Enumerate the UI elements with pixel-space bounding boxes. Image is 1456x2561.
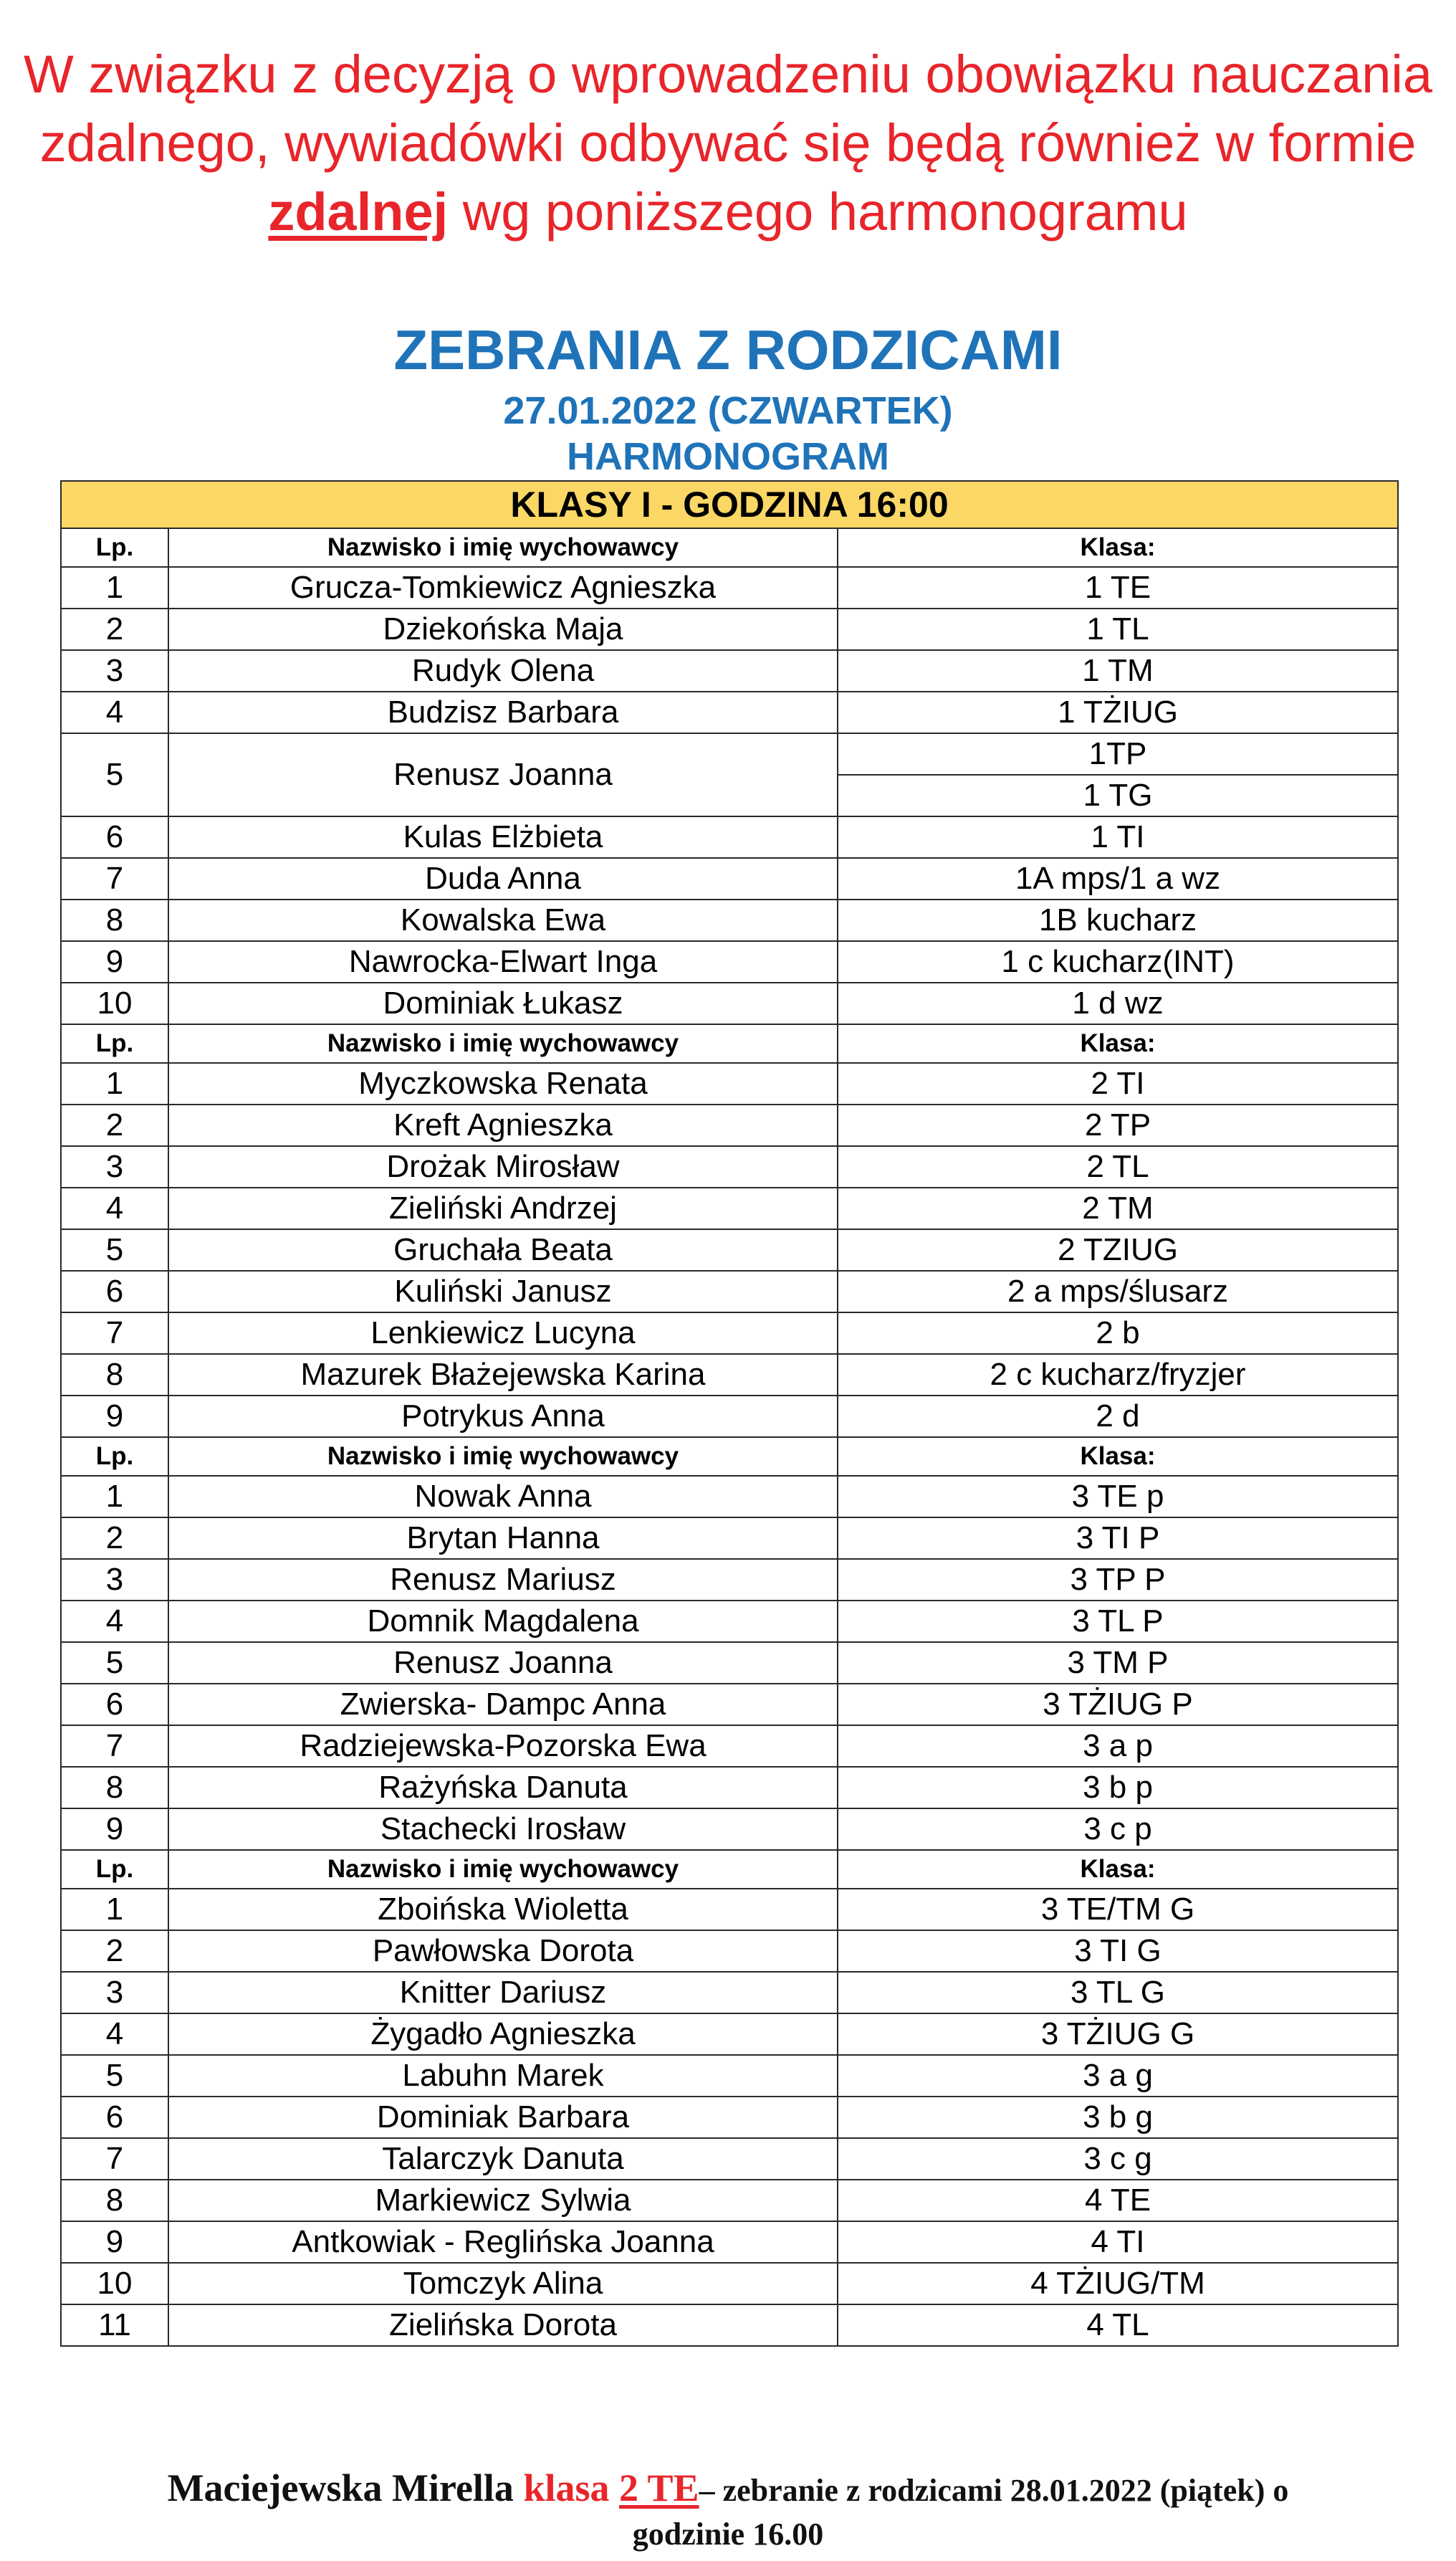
row-lp: 9 <box>61 2221 168 2263</box>
header-class: Klasa: <box>838 1850 1398 1889</box>
row-lp: 11 <box>61 2304 168 2346</box>
page-title: ZEBRANIA Z RODZICAMI <box>393 318 1063 381</box>
table-row <box>61 733 1398 775</box>
row-teacher-name: Żygadło Agnieszka <box>168 2013 838 2055</box>
row-lp: 4 <box>61 692 168 733</box>
schedule-table <box>60 480 1399 2347</box>
row-teacher-name: Zieliński Andrzej <box>168 1188 838 1229</box>
table-row <box>61 983 1398 1024</box>
header-lp: Lp. <box>61 1437 168 1476</box>
row-class: 2 TL <box>838 1146 1398 1188</box>
table-row <box>61 1271 1398 1312</box>
table-row <box>61 816 1398 858</box>
row-teacher-name: Zboińska Wioletta <box>168 1889 838 1930</box>
table-row <box>61 858 1398 900</box>
table-row <box>61 2055 1398 2097</box>
header-name: Nazwisko i imię wychowawcy <box>168 1850 838 1889</box>
table-row <box>61 1229 1398 1271</box>
row-class: 3 TE/TM G <box>838 1889 1398 1930</box>
row-lp: 2 <box>61 1930 168 1972</box>
header-class: Klasa: <box>838 528 1398 567</box>
row-lp: 4 <box>61 1188 168 1229</box>
row-lp: 8 <box>61 1767 168 1808</box>
row-lp: 9 <box>61 1396 168 1437</box>
row-teacher-name: Nowak Anna <box>168 1476 838 1517</box>
notice-emphasis: zdalnej <box>268 182 449 242</box>
notice-line-2: zdalnego, wywiadówki odbywać się będą również w formie <box>39 113 1417 173</box>
row-class: 1 TE <box>838 567 1398 609</box>
row-class: 1B kucharz <box>838 900 1398 941</box>
row-lp: 2 <box>61 1105 168 1146</box>
row-teacher-name: Kreft Agnieszka <box>168 1105 838 1146</box>
row-class: 2 TZIUG <box>838 1229 1398 1271</box>
row-lp: 8 <box>61 1354 168 1396</box>
column-header-row <box>61 1024 1398 1063</box>
table-row <box>61 2221 1398 2263</box>
row-teacher-name: Stachecki Irosław <box>168 1808 838 1850</box>
header-class: Klasa: <box>838 1024 1398 1063</box>
row-class: 3 TP P <box>838 1559 1398 1601</box>
notice-line-1: W związku z decyzją o wprowadzeniu obowiązku nauczania <box>23 44 1433 104</box>
row-lp: 5 <box>61 1229 168 1271</box>
row-class: 1 c kucharz(INT) <box>838 941 1398 983</box>
table-row <box>61 1559 1398 1601</box>
row-lp: 2 <box>61 609 168 650</box>
table-row <box>61 2097 1398 2138</box>
row-class: 4 TE <box>838 2180 1398 2221</box>
row-class: 2 b <box>838 1312 1398 1354</box>
group-header-row <box>61 481 1398 528</box>
row-teacher-name: Potrykus Anna <box>168 1396 838 1437</box>
notice-text <box>0 40 1456 247</box>
row-teacher-name: Radziejewska-Pozorska Ewa <box>168 1725 838 1767</box>
row-teacher-name: Duda Anna <box>168 858 838 900</box>
row-teacher-name: Renusz Joanna <box>168 733 838 816</box>
row-class: 2 d <box>838 1396 1398 1437</box>
row-teacher-name: Kuliński Janusz <box>168 1271 838 1312</box>
row-class: 3 TI P <box>838 1517 1398 1559</box>
row-class: 2 TM <box>838 1188 1398 1229</box>
table-row <box>61 692 1398 733</box>
row-teacher-name: Dominiak Łukasz <box>168 983 838 1024</box>
table-row <box>61 1476 1398 1517</box>
row-teacher-name: Gruchała Beata <box>168 1229 838 1271</box>
table-row <box>61 1146 1398 1188</box>
row-teacher-name: Talarczyk Danuta <box>168 2138 838 2180</box>
row-lp: 6 <box>61 2097 168 2138</box>
row-class: 3 c p <box>838 1808 1398 1850</box>
row-class: 2 c kucharz/fryzjer <box>838 1354 1398 1396</box>
row-lp: 6 <box>61 1271 168 1312</box>
row-teacher-name: Mazurek Błażejewska Karina <box>168 1354 838 1396</box>
column-header-row <box>61 1437 1398 1476</box>
footer-note <box>0 2464 1456 2514</box>
row-lp: 8 <box>61 900 168 941</box>
footer-klasa-value: 2 TE <box>619 2466 699 2509</box>
row-teacher-name: Domnik Magdalena <box>168 1601 838 1642</box>
table-row <box>61 2180 1398 2221</box>
row-lp: 9 <box>61 941 168 983</box>
row-teacher-name: Dominiak Barbara <box>168 2097 838 2138</box>
row-teacher-name: Brytan Hanna <box>168 1517 838 1559</box>
table-row <box>61 2013 1398 2055</box>
row-lp: 7 <box>61 1312 168 1354</box>
row-teacher-name: Lenkiewicz Lucyna <box>168 1312 838 1354</box>
row-class: 3 a p <box>838 1725 1398 1767</box>
row-lp: 3 <box>61 1972 168 2013</box>
row-class: 1 TG <box>838 775 1398 816</box>
table-row <box>61 1063 1398 1105</box>
table-row <box>61 1312 1398 1354</box>
header-name: Nazwisko i imię wychowawcy <box>168 1437 838 1476</box>
footer-klasa-word: klasa <box>523 2466 619 2509</box>
meeting-date: 27.01.2022 (CZWARTEK) <box>503 389 953 432</box>
table-row <box>61 1517 1398 1559</box>
row-teacher-name: Budzisz Barbara <box>168 692 838 733</box>
header-lp: Lp. <box>61 1850 168 1889</box>
row-class: 2 TP <box>838 1105 1398 1146</box>
row-lp: 4 <box>61 2013 168 2055</box>
row-class: 3 b p <box>838 1767 1398 1808</box>
row-lp: 5 <box>61 2055 168 2097</box>
row-teacher-name: Zielińska Dorota <box>168 2304 838 2346</box>
row-lp: 5 <box>61 733 168 816</box>
row-lp: 10 <box>61 2263 168 2304</box>
row-teacher-name: Renusz Joanna <box>168 1642 838 1684</box>
row-class: 3 TL G <box>838 1972 1398 2013</box>
row-teacher-name: Tomczyk Alina <box>168 2263 838 2304</box>
row-lp: 3 <box>61 1559 168 1601</box>
row-class: 4 TI <box>838 2221 1398 2263</box>
row-class: 3 b g <box>838 2097 1398 2138</box>
table-row <box>61 1684 1398 1725</box>
table-row <box>61 1601 1398 1642</box>
footer-rest: – zebranie z rodzicami 28.01.2022 (piątek) o <box>699 2473 1289 2508</box>
row-lp: 1 <box>61 1063 168 1105</box>
schedule-table-body <box>61 481 1398 2346</box>
row-lp: 10 <box>61 983 168 1024</box>
row-teacher-name: Antkowiak - Reglińska Joanna <box>168 2221 838 2263</box>
table-row <box>61 1396 1398 1437</box>
row-class: 3 TI G <box>838 1930 1398 1972</box>
row-lp: 3 <box>61 650 168 692</box>
row-teacher-name: Nawrocka-Elwart Inga <box>168 941 838 983</box>
row-lp: 3 <box>61 1146 168 1188</box>
table-row <box>61 609 1398 650</box>
schedule-subtitle: HARMONOGRAM <box>567 435 889 478</box>
row-teacher-name: Kowalska Ewa <box>168 900 838 941</box>
table-row <box>61 941 1398 983</box>
row-lp: 7 <box>61 1725 168 1767</box>
row-teacher-name: Kulas Elżbieta <box>168 816 838 858</box>
row-lp: 9 <box>61 1808 168 1850</box>
row-lp: 6 <box>61 1684 168 1725</box>
row-class: 1 d wz <box>838 983 1398 1024</box>
table-row <box>61 1725 1398 1767</box>
table-row <box>61 1808 1398 1850</box>
row-class: 1 TL <box>838 609 1398 650</box>
notice-line-3-rest: wg poniższego harmonogramu <box>448 182 1188 242</box>
row-teacher-name: Dziekońska Maja <box>168 609 838 650</box>
row-class: 1A mps/1 a wz <box>838 858 1398 900</box>
row-class: 3 c g <box>838 2138 1398 2180</box>
row-class: 3 TL P <box>838 1601 1398 1642</box>
table-row <box>61 2304 1398 2346</box>
row-lp: 1 <box>61 1889 168 1930</box>
table-row <box>61 1972 1398 2013</box>
row-lp: 1 <box>61 567 168 609</box>
row-lp: 6 <box>61 816 168 858</box>
column-header-row <box>61 1850 1398 1889</box>
row-teacher-name: Rudyk Olena <box>168 650 838 692</box>
row-lp: 1 <box>61 1476 168 1517</box>
row-class: 4 TŻIUG/TM <box>838 2263 1398 2304</box>
table-row <box>61 1642 1398 1684</box>
row-teacher-name: Zwierska- Dampc Anna <box>168 1684 838 1725</box>
table-row <box>61 567 1398 609</box>
row-lp: 7 <box>61 858 168 900</box>
header-name: Nazwisko i imię wychowawcy <box>168 528 838 567</box>
row-teacher-name: Grucza-Tomkiewicz Agnieszka <box>168 567 838 609</box>
table-row <box>61 1354 1398 1396</box>
row-class: 3 TŻIUG P <box>838 1684 1398 1725</box>
table-row <box>61 1889 1398 1930</box>
table-row <box>61 1105 1398 1146</box>
table-row <box>61 2138 1398 2180</box>
row-teacher-name: Knitter Dariusz <box>168 1972 838 2013</box>
row-class: 3 TŻIUG G <box>838 2013 1398 2055</box>
row-lp: 7 <box>61 2138 168 2180</box>
row-class: 3 a g <box>838 2055 1398 2097</box>
row-lp: 8 <box>61 2180 168 2221</box>
notice-line-3 <box>0 178 1456 247</box>
row-teacher-name: Markiewicz Sylwia <box>168 2180 838 2221</box>
row-class: 4 TL <box>838 2304 1398 2346</box>
row-class: 1 TM <box>838 650 1398 692</box>
table-row <box>61 1930 1398 1972</box>
group-label: KLASY I - GODZINA 16:00 <box>61 481 1398 528</box>
table-row <box>61 1188 1398 1229</box>
row-class: 2 a mps/ślusarz <box>838 1271 1398 1312</box>
row-lp: 2 <box>61 1517 168 1559</box>
row-class: 1TP <box>838 733 1398 775</box>
header-lp: Lp. <box>61 528 168 567</box>
column-header-row <box>61 528 1398 567</box>
row-class: 2 TI <box>838 1063 1398 1105</box>
footer-teacher: Maciejewska Mirella <box>167 2466 524 2509</box>
row-teacher-name: Renusz Mariusz <box>168 1559 838 1601</box>
row-class: 1 TI <box>838 816 1398 858</box>
table-row <box>61 1767 1398 1808</box>
row-class: 1 TŻIUG <box>838 692 1398 733</box>
row-class: 3 TE p <box>838 1476 1398 1517</box>
header-name: Nazwisko i imię wychowawcy <box>168 1024 838 1063</box>
header-class: Klasa: <box>838 1437 1398 1476</box>
row-teacher-name: Drożak Mirosław <box>168 1146 838 1188</box>
table-row <box>61 2263 1398 2304</box>
header-lp: Lp. <box>61 1024 168 1063</box>
row-lp: 5 <box>61 1642 168 1684</box>
row-class: 3 TM P <box>838 1642 1398 1684</box>
footer-note-line-2: godzinie 16.00 <box>632 2517 824 2552</box>
row-teacher-name: Pawłowska Dorota <box>168 1930 838 1972</box>
row-teacher-name: Labuhn Marek <box>168 2055 838 2097</box>
row-lp: 4 <box>61 1601 168 1642</box>
table-row <box>61 900 1398 941</box>
table-row <box>61 650 1398 692</box>
row-teacher-name: Rażyńska Danuta <box>168 1767 838 1808</box>
row-teacher-name: Myczkowska Renata <box>168 1063 838 1105</box>
